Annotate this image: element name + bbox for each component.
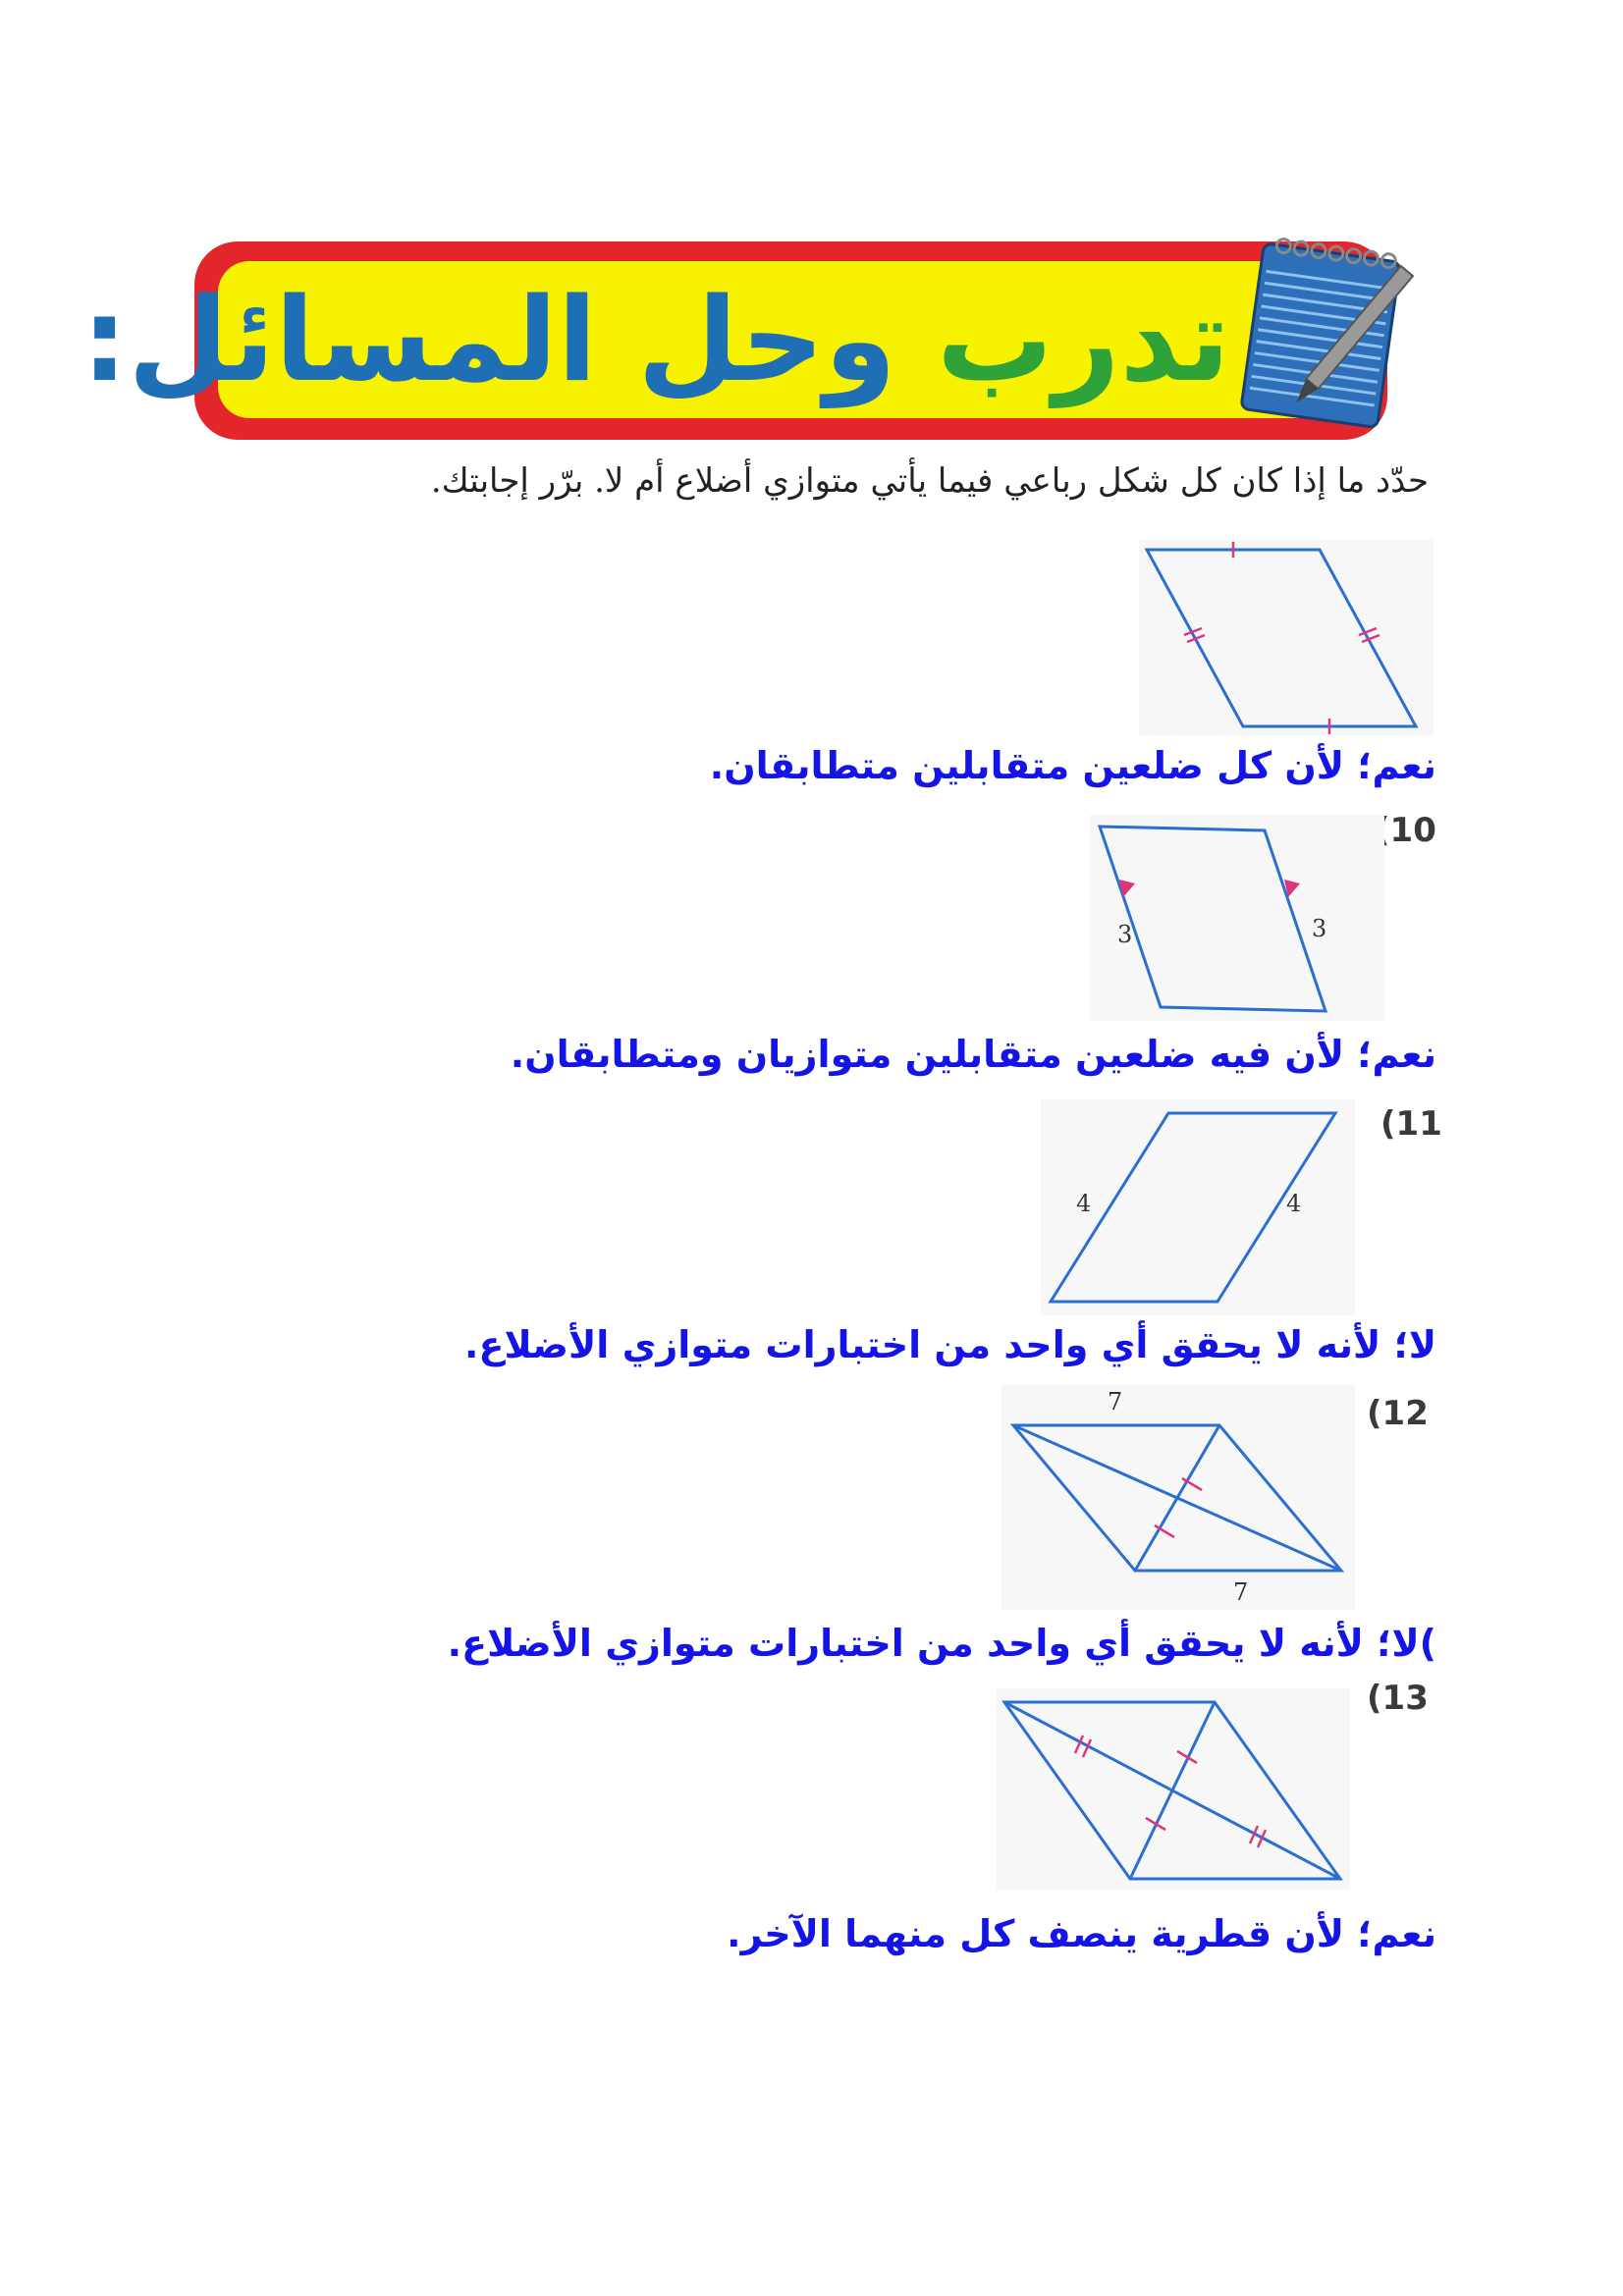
figure-parallelogram-13: [997, 1688, 1350, 1890]
instructions: حدّد ما إذا كان كل شكل رباعي فيما يأتي متوازي أضلاع أم لا. برّر إجابتك.: [430, 461, 1429, 501]
figure-parallelogram-12: [1001, 1384, 1355, 1610]
figure-parallelogram-11: [1041, 1099, 1355, 1315]
answer-11: لا؛ لأنه لا يحقق أي واحد من اختبارات متوازي الأضلاع.: [464, 1323, 1436, 1366]
problem-number: (11: [1380, 1104, 1442, 1144]
side-label-right: 4: [1286, 1190, 1302, 1217]
banner-word-practice: تدرب: [937, 272, 1230, 407]
answer-12: )لا؛ لأنه لا يحقق أي واحد من اختبارات متوازي الأضلاع.: [447, 1622, 1436, 1665]
answer-9: نعم؛ لأن كل ضلعين متقابلين متطابقان.: [709, 744, 1436, 787]
notepad-icon: [1232, 231, 1414, 442]
side-label-left: 3: [1117, 921, 1133, 948]
answer-13: نعم؛ لأن قطرية ينصف كل منهما الآخر.: [727, 1912, 1436, 1955]
figure-parallelogram-10: [1090, 815, 1384, 1021]
problem-number: (10: [1375, 811, 1436, 850]
banner-word-solve: وحل المسائل:: [81, 272, 896, 407]
problem-number: (9: [1392, 577, 1432, 616]
problem-number: (12: [1367, 1394, 1429, 1433]
side-label-bottom: 7: [1233, 1578, 1249, 1606]
banner-title: [81, 261, 1230, 418]
answer-10: نعم؛ لأن فيه ضلعين متقابلين متوازيان ومتطابقان.: [510, 1033, 1436, 1076]
figure-parallelogram-9: [1139, 540, 1434, 736]
side-label-left: 4: [1076, 1190, 1092, 1217]
side-label-top: 7: [1108, 1388, 1123, 1415]
side-label-right: 3: [1312, 915, 1327, 942]
problem-number: (13: [1367, 1679, 1429, 1718]
